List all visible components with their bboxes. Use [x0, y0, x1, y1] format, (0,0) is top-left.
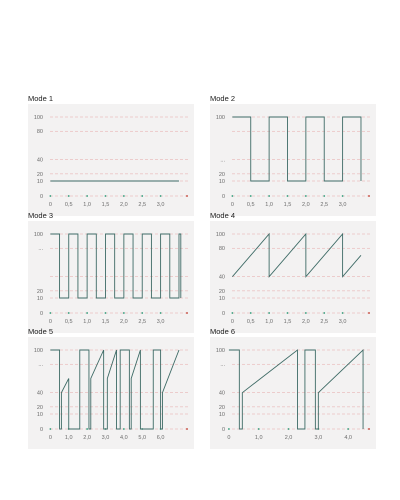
plot-svg [28, 104, 194, 216]
y-tick-label: 100 [33, 348, 43, 354]
baseline-marker [305, 195, 307, 197]
y-tick-label: 100 [215, 232, 225, 238]
chart-title: Mode 4 [210, 211, 236, 220]
plot-svg [28, 337, 194, 449]
y-tick-label: 20 [36, 404, 43, 411]
y-tick-label: 10 [218, 412, 225, 418]
x-tick-label: 1,5 [283, 319, 292, 325]
y-tick-label: 20 [218, 171, 225, 178]
baseline-marker [123, 312, 125, 314]
x-tick-label: 1,5 [101, 319, 110, 325]
baseline-marker [160, 195, 162, 197]
chart-title: Mode 1 [28, 94, 54, 103]
y-tick-label: 100 [215, 115, 225, 121]
y-tick-label: 0 [221, 311, 225, 317]
chart-title: Mode 2 [210, 94, 236, 103]
baseline-end-marker [186, 428, 188, 430]
x-tick-label: 2,0 [83, 435, 91, 441]
y-tick-label: ... [220, 362, 225, 369]
y-tick-label: ... [38, 362, 43, 369]
baseline-marker [49, 312, 51, 314]
y-tick-label: ... [38, 246, 43, 253]
x-tick-label: 0 [48, 202, 52, 208]
x-tick-label: 0 [230, 319, 234, 325]
x-tick-label: 3,0 [314, 435, 323, 441]
y-tick-label: 20 [36, 288, 43, 295]
y-tick-label: 20 [36, 171, 43, 178]
y-tick-label: 0 [221, 427, 225, 433]
y-tick-label: 80 [36, 129, 43, 136]
x-tick-label: 2,0 [284, 435, 293, 441]
y-tick-label: 0 [39, 194, 43, 200]
baseline-marker [68, 195, 70, 197]
x-tick-label: 0 [48, 435, 52, 441]
y-tick-label: 100 [33, 232, 43, 238]
x-tick-label: 1,0 [265, 202, 273, 208]
y-tick-label: 0 [221, 194, 225, 200]
y-tick-label: 0 [39, 311, 43, 317]
baseline-marker [86, 312, 88, 314]
series-line [50, 350, 179, 429]
y-tick-label: 0 [39, 427, 43, 433]
x-tick-label: 2,0 [120, 202, 128, 208]
y-tick-label: ... [220, 157, 225, 164]
baseline-marker [305, 312, 307, 314]
baseline-marker [250, 195, 252, 197]
baseline-marker [160, 312, 162, 314]
baseline-marker [323, 312, 325, 314]
x-tick-label: 3,0 [101, 435, 110, 441]
plot-panel [210, 104, 376, 216]
plot-panel [210, 337, 376, 449]
baseline-marker [287, 312, 289, 314]
baseline-end-marker [368, 195, 370, 197]
y-tick-label: 10 [218, 296, 225, 302]
y-tick-label: 10 [36, 412, 43, 418]
y-tick-label: 10 [36, 179, 43, 185]
baseline-marker [288, 428, 290, 430]
y-tick-label: 10 [218, 179, 225, 185]
chart-title: Mode 5 [28, 327, 54, 336]
series-line [229, 350, 363, 429]
baseline-marker [342, 195, 344, 197]
y-tick-label: 40 [36, 390, 43, 397]
x-tick-label: 1,0 [83, 202, 91, 208]
baseline-marker [250, 312, 252, 314]
baseline-marker [141, 195, 143, 197]
chart-mode-3 [28, 211, 194, 333]
x-tick-label: 3,0 [156, 202, 165, 208]
chart-mode-6 [210, 327, 376, 449]
x-tick-label: 2,0 [120, 319, 128, 325]
baseline-marker [86, 428, 88, 430]
series-line [50, 234, 180, 298]
y-tick-label: 100 [215, 348, 225, 354]
x-tick-label: 5,0 [138, 435, 147, 441]
baseline-end-marker [368, 428, 370, 430]
x-tick-label: 2,0 [302, 319, 310, 325]
plot-svg [28, 221, 194, 333]
chart-mode-5 [28, 327, 194, 449]
baseline-marker [141, 312, 143, 314]
x-tick-label: 0,5 [246, 319, 255, 325]
baseline-marker [123, 195, 125, 197]
baseline-marker [231, 312, 233, 314]
x-tick-label: 4,0 [120, 435, 128, 441]
x-tick-label: 3,0 [156, 319, 165, 325]
baseline-marker [228, 428, 230, 430]
x-tick-label: 3,0 [338, 202, 347, 208]
x-tick-label: 0 [230, 202, 234, 208]
baseline-marker [231, 195, 233, 197]
plot-svg [210, 104, 376, 216]
x-tick-label: 0 [48, 319, 52, 325]
x-tick-label: 2,5 [320, 202, 329, 208]
y-tick-label: 20 [218, 288, 225, 295]
x-tick-label: 3,0 [338, 319, 347, 325]
baseline-marker [258, 428, 260, 430]
y-tick-label: 80 [218, 246, 225, 253]
baseline-marker [105, 195, 107, 197]
y-tick-label: 40 [218, 274, 225, 281]
baseline-end-marker [186, 195, 188, 197]
y-tick-label: 20 [218, 404, 225, 411]
baseline-end-marker [368, 312, 370, 314]
x-tick-label: 0,5 [246, 202, 255, 208]
baseline-marker [268, 312, 270, 314]
x-tick-label: 1,5 [101, 202, 110, 208]
baseline-marker [268, 195, 270, 197]
x-tick-label: 1,0 [83, 319, 91, 325]
x-tick-label: 2,0 [302, 202, 310, 208]
baseline-marker [342, 312, 344, 314]
chart-mode-4 [210, 211, 376, 333]
x-tick-label: 0 [227, 435, 231, 441]
x-tick-label: 4,0 [344, 435, 352, 441]
plot-panel [28, 104, 194, 216]
x-tick-label: 2,5 [138, 202, 147, 208]
x-tick-label: 2,5 [320, 319, 329, 325]
baseline-marker [49, 195, 51, 197]
series-line [232, 234, 361, 277]
plot-panel [210, 221, 376, 333]
baseline-marker [68, 312, 70, 314]
x-tick-label: 0,5 [64, 202, 73, 208]
baseline-marker [86, 195, 88, 197]
chart-title: Mode 6 [210, 327, 236, 336]
series-line [232, 117, 361, 181]
y-tick-label: 10 [36, 296, 43, 302]
baseline-marker [287, 195, 289, 197]
plot-svg [210, 221, 376, 333]
y-tick-label: 100 [33, 115, 43, 121]
x-tick-label: 2,5 [138, 319, 147, 325]
chart-title: Mode 3 [28, 211, 54, 220]
x-tick-label: 6,0 [156, 435, 165, 441]
chart-mode-2 [210, 94, 376, 216]
baseline-marker [347, 428, 349, 430]
y-tick-label: 40 [218, 390, 225, 397]
x-tick-label: 1,0 [265, 319, 273, 325]
x-tick-label: 0,5 [64, 319, 73, 325]
baseline-marker [49, 428, 51, 430]
baseline-marker [105, 312, 107, 314]
baseline-marker [123, 428, 125, 430]
baseline-marker [323, 195, 325, 197]
baseline-end-marker [186, 312, 188, 314]
plot-svg [210, 337, 376, 449]
y-tick-label: 40 [36, 157, 43, 164]
plot-panel [28, 221, 194, 333]
x-tick-label: 1,0 [64, 435, 73, 441]
chart-mode-1 [28, 94, 194, 216]
x-tick-label: 1,0 [254, 435, 263, 441]
plot-panel [28, 337, 194, 449]
x-tick-label: 1,5 [283, 202, 292, 208]
